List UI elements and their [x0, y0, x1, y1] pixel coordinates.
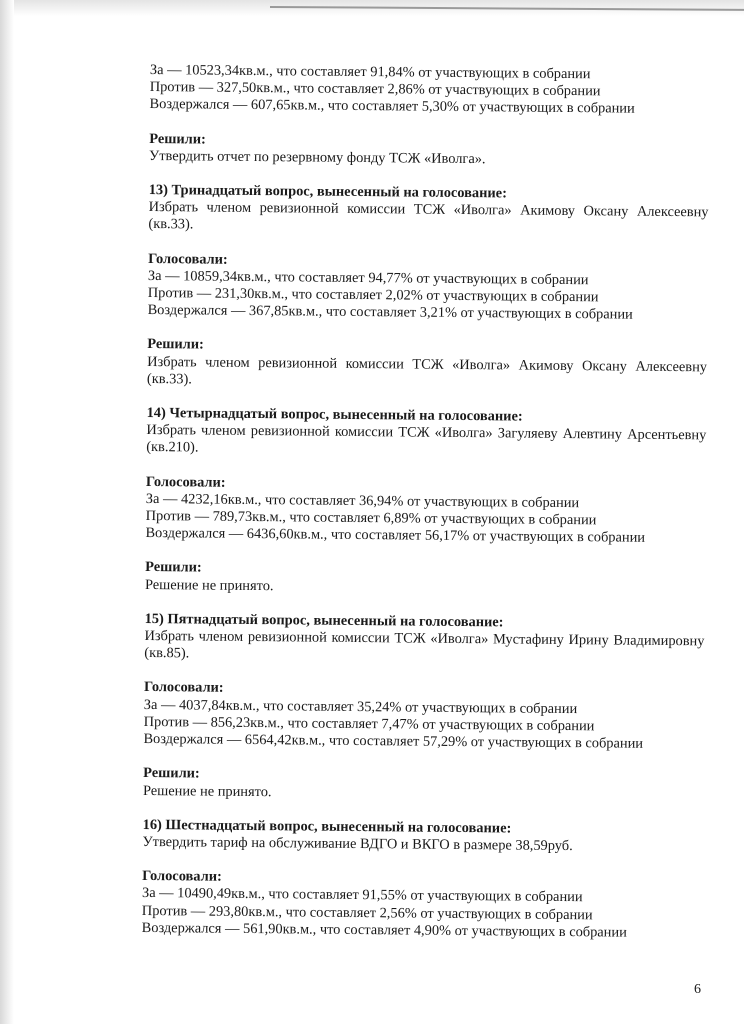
scan-left-shadow [0, 0, 14, 1024]
vote-against-line: Против — 327,50кв.м., что составляет 2,86% от участвующих в собрании [149, 79, 601, 100]
voted-heading: Голосовали: [145, 473, 226, 491]
vote-against-line: Против — 856,23кв.м., что составляет 7,47% от участвующих в собрании [143, 713, 595, 735]
question-14-apartment: (кв.210). [146, 439, 199, 456]
voted-heading: Голосовали: [143, 679, 224, 697]
question-16-title: 16) Шестнадцатый вопрос, вынесенный на голосование: [142, 816, 512, 837]
page-number: 6 [694, 982, 701, 997]
vote-for-line: За — 4232,16кв.м., что составляет 36,94% от участвующих в собрании [145, 490, 580, 511]
decided-apartment: (кв.33). [146, 370, 193, 388]
decided-heading: Решили: [143, 765, 200, 782]
vote-against-line: Против — 789,73кв.м., что составляет 6,89% от участвующих в собрании [145, 508, 597, 529]
voted-heading: Голосовали: [142, 868, 222, 885]
question-13-title: 13) Тринадцатый вопрос, вынесенный на голосование: [148, 182, 507, 202]
decided-text: Избрать членом ревизионной комиссии ТСЖ «Иволга» Акимову Оксану Алексеевну [147, 353, 708, 376]
vote-abstain-line: Воздержался — 607,65кв.м., что составляет 5,30% от участвующих в собрании [149, 96, 635, 118]
question-13-apartment: (кв.33). [148, 216, 194, 233]
question-13-text: Избрать членом ревизионной комиссии ТСЖ «Иволга» Акимову Оксану Алексеевну [148, 199, 709, 221]
decided-heading: Решили: [145, 559, 202, 576]
vote-for-line: За — 10523,34кв.м., что составляет 91,84% от участвующих в собрании [149, 62, 591, 83]
question-14-title: 14) Четырнадцатый вопрос, вынесенный на голосование: [146, 405, 523, 425]
question-15-text: Избрать членом ревизионной комиссии ТСЖ «Иволга» Мустафину Ирину Владимировну [144, 628, 705, 650]
vote-abstain-line: Воздержался — 6436,60кв.м., что составляет 56,17% от участвующих в собрании [145, 525, 646, 547]
decided-heading: Решили: [147, 336, 204, 353]
vote-abstain-line: Воздержался — 6564,42кв.м., что составляет 57,29% от участвующих в собрании [143, 731, 644, 752]
document-body [142, 62, 722, 942]
decided-text: Утвердить отчет по резервному фонду ТСЖ «Иволга». [149, 147, 486, 168]
question-14-text: Избрать членом ревизионной комиссии ТСЖ «Иволга» Загуляеву Алевтину Арсентьевну [146, 422, 707, 444]
vote-abstain-line: Воздержался — 367,85кв.м., что составляет 3,21% от участвующих в собрании [147, 302, 633, 323]
decided-heading: Решили: [149, 130, 206, 148]
vote-for-line: За — 10490,49кв.м., что составляет 91,55% от участвующих в собрании [141, 885, 583, 906]
decided-text: Решение не принято. [142, 782, 272, 800]
vote-for-line: За — 4037,84кв.м., что составляет 35,24% от участвующих в собрании [143, 696, 578, 717]
vote-against-line: Против — 293,80кв.м., что составляет 2,56% от участвующих в собрании [141, 902, 593, 923]
question-15-apartment: (кв.85). [144, 645, 190, 662]
question-16-text: Утвердить тариф на обслуживание ВДГО и ВКГО в размере 38,59руб. [142, 833, 573, 854]
vote-for-line: За — 10859,34кв.м., что составляет 94,77% от участвующих в собрании [147, 267, 589, 289]
question-15-title: 15) Пятнадцатый вопрос, вынесенный на голосование: [144, 610, 504, 631]
voted-heading: Голосовали: [148, 250, 228, 268]
vote-abstain-line: Воздержался — 561,90кв.м., что составляет 4,90% от участвующих в собрании [141, 919, 627, 941]
vote-against-line: Против — 231,30кв.м., что составляет 2,02% от участвующих в собрании [147, 285, 599, 306]
decided-text: Решение не принято. [144, 576, 274, 594]
